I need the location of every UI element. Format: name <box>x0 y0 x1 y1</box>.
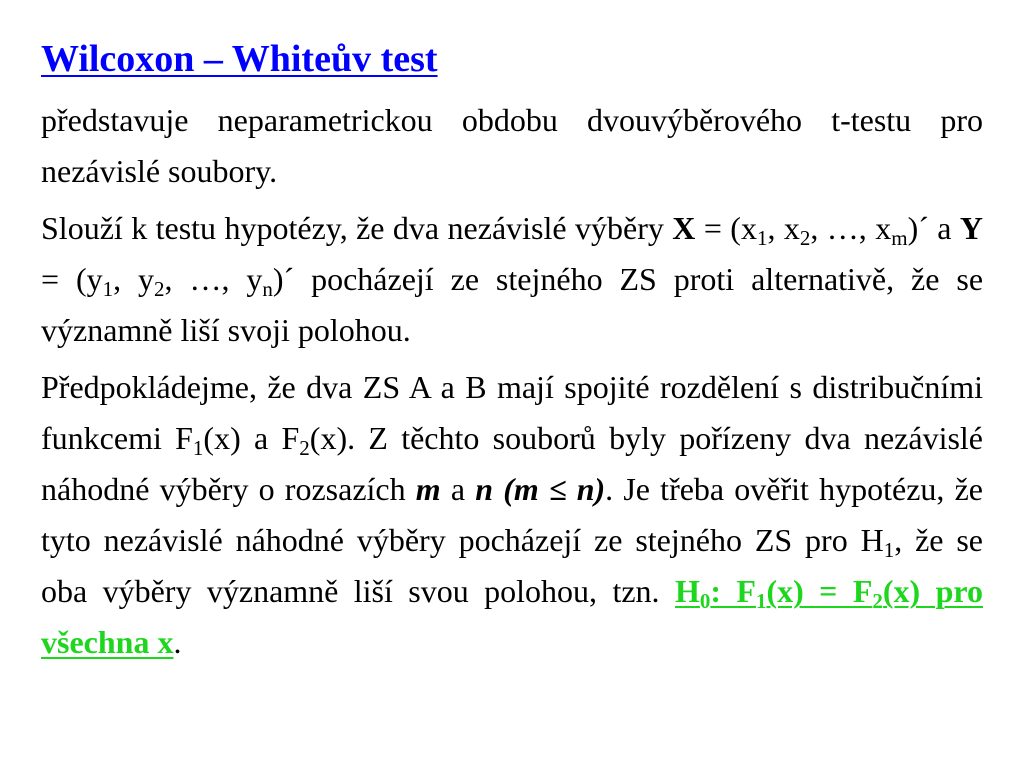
sample-size-m: m <box>415 471 441 507</box>
paragraph-definition <box>41 95 983 197</box>
vector-x: X <box>672 210 696 246</box>
sample-size-n: n <box>475 471 494 507</box>
paragraph-purpose: Slouží k testu hypotézy, že dva nezávislé výběry $X = (x_1$, $x_2$, …, $x_m)´$ a $Y = (y_1$, $y_2$, …, $y_n)´$ pocházejí ze stejného ZS proti alternativě, že se významně liší svoji polohou. <box>41 210 984 348</box>
vector-y: Y <box>959 210 984 246</box>
paragraph-assumption: Předpokládejme, že dva ZS A a B mají spojité rozdělení s distribučními funkcemi $F_1(x)$ a $F_2(x)$. Z těchto souborů byly pořízeny dva nezávislé náhodné výběry o rozsazích m a n (m ≤ n). Je třeba ověřit hypotézu, že tyto nezávislé náhodné výběry pocházejí ze stejného ZS pro $H_1$, že se oba výběry významně liší svou polohou, tzn. $H_0$: $F_1(x) = F_2(x)$ pro všechna x. <box>41 369 984 660</box>
slide <box>41 33 983 668</box>
size-condition: (m ≤ n) <box>493 471 606 507</box>
null-hypothesis: $H_0$: $F_1(x) = F_2(x)$ pro všechna x <box>41 573 984 660</box>
definition-text: představuje neparametrickou obdobu dvouvýběrového t-testu pro nezávislé soubory. <box>41 102 983 189</box>
slide-title: Wilcoxon – Whiteův test <box>41 38 438 80</box>
